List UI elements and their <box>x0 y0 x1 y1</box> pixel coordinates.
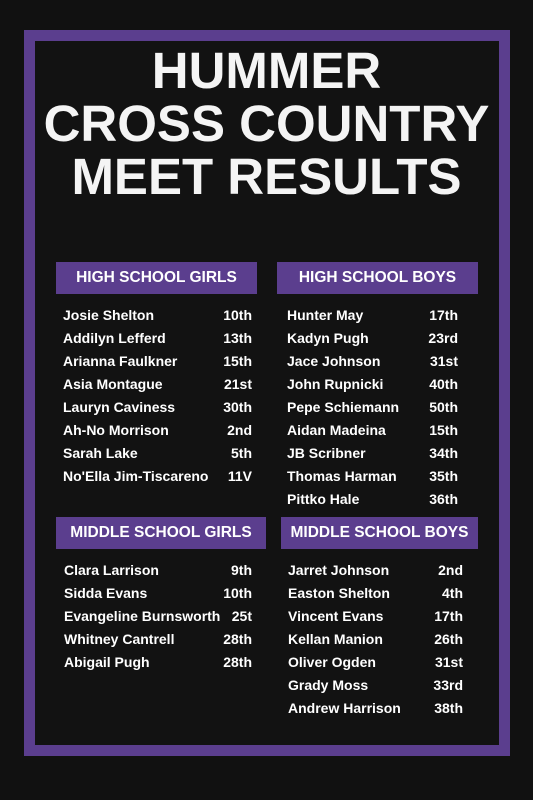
runner-place: 25t <box>231 608 252 624</box>
result-row <box>63 350 252 373</box>
results-list <box>281 559 478 720</box>
result-row <box>287 442 458 465</box>
runner-place: 31st <box>434 654 463 670</box>
runner-name: Arianna Faulkner <box>63 353 178 369</box>
result-row <box>288 628 463 651</box>
runner-name: Clara Larrison <box>64 562 159 578</box>
runner-name: Thomas Harman <box>287 468 397 484</box>
result-row <box>63 465 252 488</box>
result-row <box>287 327 458 350</box>
runner-place: 15th <box>223 353 252 369</box>
result-row <box>63 419 252 442</box>
runner-place: 17th <box>434 608 463 624</box>
runner-place: 15th <box>429 422 458 438</box>
runner-place: 9th <box>231 562 252 578</box>
runner-place: 26th <box>434 631 463 647</box>
runner-place: 2nd <box>227 422 252 438</box>
runner-name: JB Scribner <box>287 445 366 461</box>
title-line-1: HUMMER <box>151 42 382 99</box>
section-high-school-boys <box>277 262 478 511</box>
runner-place: 28th <box>223 654 252 670</box>
runner-name: Ah-No Morrison <box>63 422 169 438</box>
runner-name: Asia Montague <box>63 376 163 392</box>
runner-name: Hunter May <box>287 307 364 323</box>
runner-name: Pepe Schiemann <box>287 399 400 415</box>
result-row <box>64 628 252 651</box>
runner-place: 23rd <box>428 330 458 346</box>
runner-place: 36th <box>429 491 458 507</box>
result-row <box>288 605 463 628</box>
section-header: HIGH SCHOOL GIRLS <box>56 262 257 294</box>
runner-place: 17th <box>429 307 458 323</box>
runner-name: No'Ella Jim-Tiscareno <box>63 468 209 484</box>
runner-place: 4th <box>442 585 463 601</box>
title-line-3: MEET RESULTS <box>71 148 462 205</box>
runner-place: 31st <box>429 353 458 369</box>
runner-name: Evangeline Burnsworth <box>64 608 221 624</box>
result-row <box>287 304 458 327</box>
runner-place: 35th <box>429 468 458 484</box>
result-row <box>287 465 458 488</box>
result-row <box>287 373 458 396</box>
section-high-school-girls <box>56 262 257 488</box>
section-header: MIDDLE SCHOOL GIRLS <box>56 517 266 549</box>
result-row <box>63 327 252 350</box>
section-header: HIGH SCHOOL BOYS <box>277 262 478 294</box>
result-row <box>63 373 252 396</box>
result-row <box>287 396 458 419</box>
result-row <box>288 582 463 605</box>
result-row <box>288 559 463 582</box>
runner-name: Sarah Lake <box>63 445 138 461</box>
runner-place: 28th <box>223 631 252 647</box>
runner-name: Kadyn Pugh <box>287 330 369 346</box>
runner-name: Jace Johnson <box>287 353 381 369</box>
result-row <box>288 651 463 674</box>
runner-place: 33rd <box>433 677 463 693</box>
result-row <box>64 559 252 582</box>
runner-place: 30th <box>223 399 252 415</box>
runner-place: 5th <box>231 445 252 461</box>
result-row <box>64 582 252 605</box>
results-list <box>277 304 478 511</box>
runner-name: John Rupnicki <box>287 376 384 392</box>
runner-name: Abigail Pugh <box>64 654 150 670</box>
poster-title <box>0 44 533 203</box>
result-row <box>63 442 252 465</box>
runner-name: Easton Shelton <box>288 585 390 601</box>
runner-name: Aidan Madeina <box>287 422 386 438</box>
runner-place: 10th <box>223 585 252 601</box>
result-row <box>63 304 252 327</box>
runner-place: 34th <box>429 445 458 461</box>
result-row <box>288 674 463 697</box>
runner-place: 10th <box>223 307 252 323</box>
results-list <box>56 304 257 488</box>
runner-place: 50th <box>429 399 458 415</box>
section-middle-school-boys <box>281 517 478 720</box>
runner-name: Kellan Manion <box>288 631 383 647</box>
result-row <box>287 419 458 442</box>
runner-name: Whitney Cantrell <box>64 631 175 647</box>
runner-name: Josie Shelton <box>63 307 155 323</box>
runner-name: Vincent Evans <box>288 608 384 624</box>
title-line-2: CROSS COUNTRY <box>43 95 490 152</box>
runner-name: Addilyn Lefferd <box>63 330 166 346</box>
runner-place: 40th <box>429 376 458 392</box>
runner-place: 38th <box>434 700 463 716</box>
runner-place: 11V <box>227 468 252 484</box>
runner-name: Oliver Ogden <box>288 654 376 670</box>
result-row <box>288 697 463 720</box>
runner-name: Lauryn Caviness <box>63 399 176 415</box>
runner-place: 21st <box>223 376 252 392</box>
result-row <box>287 350 458 373</box>
section-middle-school-girls <box>56 517 266 674</box>
runner-name: Grady Moss <box>288 677 369 693</box>
runner-place: 2nd <box>438 562 463 578</box>
runner-name: Andrew Harrison <box>288 700 401 716</box>
results-list <box>56 559 266 674</box>
result-row <box>287 488 458 511</box>
runner-place: 13th <box>223 330 252 346</box>
result-row <box>64 605 252 628</box>
runner-name: Sidda Evans <box>64 585 148 601</box>
runner-name: Pittko Hale <box>287 491 360 507</box>
result-row <box>63 396 252 419</box>
result-row <box>64 651 252 674</box>
section-header: MIDDLE SCHOOL BOYS <box>281 517 478 549</box>
runner-name: Jarret Johnson <box>288 562 390 578</box>
